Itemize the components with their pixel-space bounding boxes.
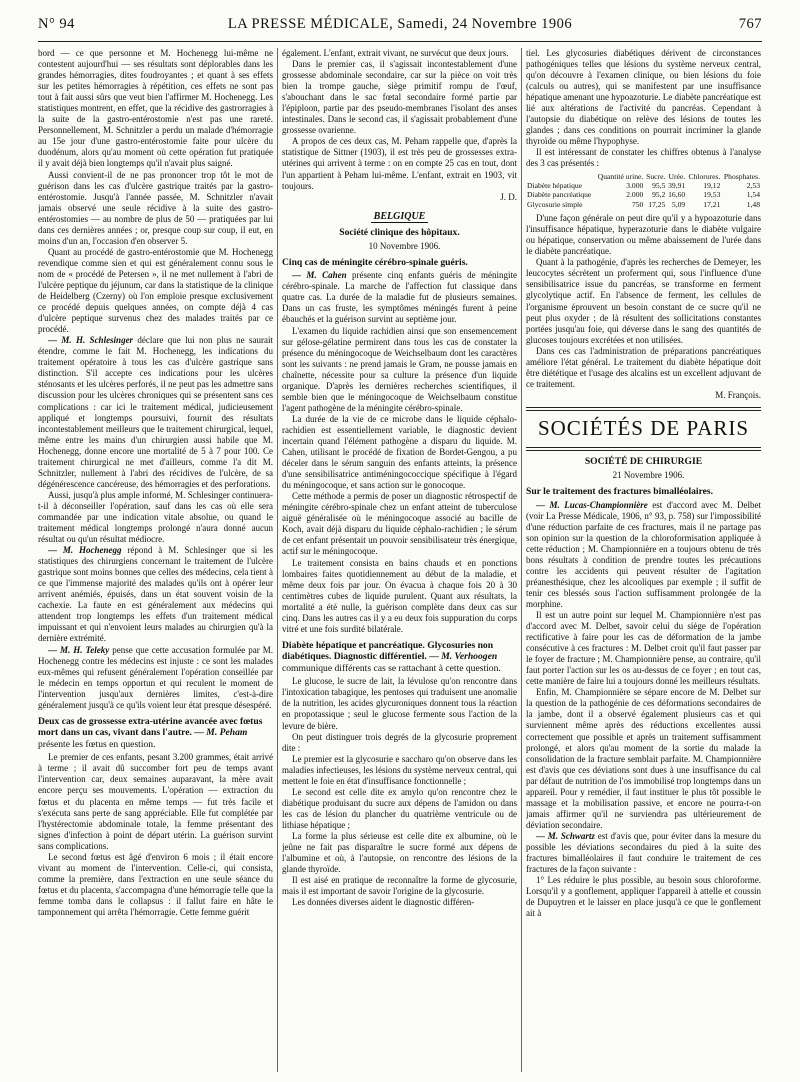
paragraph: — M. Lucas-Championnière est d'accord avec M. Delbet (voir La Presse Médicale, 1906, n° 93, p. 758) sur l'impossibilité d'une réduction parfaite de ces fractures, mais il ne partage pas son opinion sur la question de la chloroformisation appliquée à cette réduction ; M. Championnière en a toujours obtenu de très bons résultats à condition de prendre toutes les précautions contre les accidents qui peuvent résulter de l'agitation préanesthésique, chez les alcooliques par exemple ; il suffit de tenir ces blessés sous l'action suffisamment prolongée de la morphine. (526, 499, 761, 609)
speaker: — M. Peham (194, 727, 248, 739)
society-heading: SOCIÉTÉ DE CHIRURGIE (584, 455, 703, 467)
paragraph: Il est intéressant de constater les chiffres obtenus à l'analyse des 3 cas présentés : (526, 147, 761, 169)
speaker: — M. H. Schlesinger (48, 335, 134, 346)
table-cell: 17,25 (648, 199, 666, 209)
paragraph: L'examen du liquide rachidien ainsi que son ensemencement sur gélose-gélatine permirent dans tous les cas de constater la présence du méningocoque de Weichselbaum dont les caractères sont les suivants : ne prend jamais le Gram, ne pousse jamais en chaînette, nécessite pour sa culture la présence d'un liquide organique. D'après les dernières recherches scientifiques, il semble bien que le méningocoque de Weichselbaum constitue l'agent pathogène de la méningite cérébro-spinale. (282, 325, 517, 413)
table-cell: 750 (631, 199, 644, 209)
speaker: — M. Hochenegg (48, 545, 122, 556)
table-header (526, 172, 595, 181)
column-2 (282, 48, 517, 1072)
paragraph: tiel. Les glycosuries diabétiques dérivent de circonstances pathogéniques telles que lésions du système nerveux central, qu'on découvre à l'examen clinique, ou bien lésions du foie (calculs ou autres), qui se manifestent par une insuffisance hépatique amenant une hypoazoturie. Le diabète pancréatique est lié aux altérations de l'activité du pancréas. Cependant à l'autopsie du diabétique on relève des lésions de toutes les glandes ; dans ces conditions on pourrait incriminer la glande thyroïde ou même l'hypophyse. (526, 48, 761, 147)
double-rule (526, 407, 761, 411)
paragraph: Quant au procédé de gastro-entérostomie que M. Hochenegg revendique comme sien et qui est généralement connu sous le nom de « procédé de Petersen », il ne met nullement à l'abri de l'ulcère peptique du jéjunum, car dans la statistique de la clinique de Heidelberg (Czerny) où l'on emploie presque exclusivement ce procédé depuis quelques années, on compte déjà 4 cas d'ulcère peptique survenus chez des malades traités par ce procédé. (38, 246, 273, 335)
column-separator (277, 48, 278, 1072)
paragraph: Aussi, jusqu'à plus ample informé, M. Schlesinger continuera-t-il à déconseiller l'opération, sauf dans les cas où elle sera commandée par une indication vitale absolue, ou quand le traitement médical longtemps prolongé n'aura donné aucun résultat ou qu'un résultat médiocre. (38, 489, 273, 545)
table-cell: 95,5 (652, 180, 666, 190)
table-cell: 5,09 (671, 199, 686, 209)
page-number: 767 (738, 16, 762, 32)
paragraph: Le glucose, le sucre de lait, la lévulose qu'on rencontre dans l'intoxication tabagique, les pentoses qui traduisent une anomalie de la nutrition, les acides glycuroniques donnent tous la réaction en propotassique ; seul le glucose fermente sous l'action de la levure de bière. (282, 676, 517, 731)
article-heading: Deux cas de grossesse extra-utérine avancée avec fœtus mort dans un cas, vivant dans l'autre. — M. Peham présente les fœtus en question. (38, 715, 263, 750)
country-heading: BELGIQUE (282, 211, 517, 222)
table-cell: 3.000 (626, 180, 644, 190)
paragraph: A propos de ces deux cas, M. Peham rappelle que, d'après la statistique de Sittner (1903), il est très peu de grossesses extra-utérines qui arrivent à terme : on en compte 25 cas en tout, dont l'un appartient à Peham lui-même. L'enfant, extrait en 1903, vit toujours. (282, 136, 517, 191)
paragraph: Le second fœtus est âgé d'environ 6 mois ; il était encore vivant au moment de l'intervention. Celle-ci, qui consista, comme la première, dans l'extraction en une seule séance du fœtus et du placenta, s'accompagna d'une hémorragie telle que la femme tomba dans le collapsus : il fallut faire en hâte le tamponnement qui arrêta l'hémorragie. Cette femme guérit (38, 851, 273, 917)
table-cell: 1,54 (746, 190, 760, 200)
speaker: — M. H. Teleky (48, 644, 110, 655)
paragraph: — M. H. Schlesinger déclare que lui non plus ne saurait étendre, comme le fait M. Hochenegg, les indications du traitement opératoire à tous les cas d'ulcère gastrique sans distinction. S'il accepte ces indications pour les ulcères sténosants et les ulcères perforés, il ne peut pas les admettre sans discussion pour les ulcères chroniques qui se présentent sans ces complications : car ici le traitement médical, judicieusement appliqué et longtemps poursuivi, fournit des résultats incontestablement meilleurs que le traitement chirurgical, lequel, même entre les mains d'un chirurgien aussi habile que M. Hochenegg, donne encore une mortalité de 5 à 7 pour 100. Ce traitement chirurgical ne met d'ailleurs, comme l'a dit M. Schnitzler, nullement à l'abri des récidives de l'ulcère, de sa dégénérescence cancéreuse, des hémorragies et des perforations. (38, 335, 273, 489)
paragraph: Il est un autre point sur lequel M. Championnière n'est pas d'accord avec M. Delbet, savoir celui du siège de l'opération rectificative à faire pour les cas de déformation de la jambe consécutive à ces fractures : M. Delbet croit qu'il faut passer par le foyer de fracture ; M. Championnière pense, au contraire, qu'il faut porter l'action sur les os au-dessus de ce foyer ; en tout cas, cette manière de faire lui a toujours donné les meilleurs résultats. (526, 610, 761, 687)
paragraph: Enfin, M. Championnière se sépare encore de M. Delbet sur la question de la pathogénie de ces déformations secondaires de la jambe, dont il a observé également plusieurs cas et qui surviennent même après des réductions excellentes aussi correctement que possible et après un traitement suffisamment prolongé, et alors qu'au moment de la sortie du malade la consolidation de la fracture semblait parfaite. M. Championnière est d'avis que ces déviations sont dues à une insuffisance du cal par défaut de nutrition de l'os immobilisé trop longtemps dans un appareil. Pour y remédier, il faut instituer le plus tôt possible le massage et la mobilisation passive, et encore ne pourra-t-on jamais affirmer qu'il ne surviendra pas ultérieurement de déviation secondaire. (526, 687, 761, 830)
article-heading: Diabète hépatique et pancréatique. Glycosuries non diabétiques. Diagnostic différentiel. — M. Verhoogen communique différents cas se rattachant à cette question. (282, 639, 501, 674)
paragraph: Dans le premier cas, il s'agissait incontestablement d'une grossesse abdominale secondaire, car sur la pièce on voit très bien la trompe gauche, siège primitif rompu de l'œuf, s'abouchant dans le sac fœtal secondaire formé partie par l'épiploon, partie par des pseudo-membranes l'isolant des anses intestinales. Dans le second cas, il s'agissait probablement d'une grossesse ovarienne. (282, 59, 517, 136)
paragraph: également. L'enfant, extrait vivant, ne survécut que deux jours. (282, 48, 509, 58)
table-cell: 19,53 (703, 190, 721, 200)
table-cell: Glycosurie simple (527, 199, 583, 209)
table-header: Urée. (668, 171, 686, 181)
column-3 (526, 48, 761, 1072)
paragraph: La forme la plus sérieuse est celle dite ex albumine, où le jeûne ne fait pas disparaître le sucre formé aux dépens de l'albumine et où, à l'autopsie, on rencontre des lésions de la glande thyroïde. (282, 831, 517, 875)
column-separator (521, 48, 522, 1072)
table-cell: 2,53 (746, 180, 760, 190)
table-header: Phosphates. (723, 171, 760, 181)
speaker: — M. Cahen (292, 270, 347, 281)
paragraph: — M. Hochenegg répond à M. Schlesinger que si les statistiques des chirurgiens concernant le traitement de l'ulcère gastrique sont moins bonnes que celles des médecins, cela tient à ce que l'immense majorité des malades qu'ils ont à opérer leur arrivent anémiés, épuisés, dans un état souvent voisin de la cachexie. La faute en est généralement aux médecins qui attendent trop longtemps les effets d'un traitement médical impuissant et qui n'envoient leurs malades au chirurgien qu'à la dernière extrémité. (38, 545, 273, 644)
table-row (526, 181, 761, 190)
session-date: 10 Novembre 1906. (368, 240, 441, 251)
article-heading: Sur le traitement des fractures bimalléolaires. (526, 486, 714, 498)
paragraph: Il est aisé en pratique de reconnaître la forme de glycosurie, mais il est important de savoir l'origine de la glycosurie. (282, 875, 517, 897)
session-date: 21 Novembre 1906. (612, 469, 685, 480)
table-cell: 16,60 (668, 190, 686, 200)
paragraph: Dans ces cas l'administration de préparations pancréatiques améliore l'état général. Le traitement du diabète hépatique doit être diététique et l'usage des alcalins est un excellent adjuvant de ce traitement. (526, 345, 761, 389)
journal-title: LA PRESSE MÉDICALE, Samedi, 24 Novembre 1906 (227, 16, 573, 32)
column-1 (38, 48, 273, 1072)
table-row (526, 190, 761, 199)
table-cell: 1,48 (746, 199, 760, 209)
table-header: Sucre. (646, 171, 666, 181)
speaker: — M. Schwartz (536, 830, 595, 841)
paragraph: Cette méthode a permis de poser un diagnostic rétrospectif de méningite cérébro-spinale chez un enfant atteint de tuberculose aiguë généralisée où le méningocoque associé au bacille de Koch, avait déjà disparu du liquide céphalo-rachidien ; le sérum de cet enfant présentait un pouvoir sensibilisateur très énergique, actif sur le méningocoque. (282, 491, 517, 557)
table-cell: Diabète pancréatique (527, 190, 592, 200)
paragraph: Les données diverses aident le diagnostic différen- (292, 897, 475, 908)
table-row (526, 200, 761, 209)
issue-number: N° 94 (38, 16, 75, 32)
table-header: Quantité urine. (597, 171, 644, 181)
running-header (38, 16, 762, 40)
table-header-row (526, 172, 761, 181)
speaker: — M. Lucas-Championnière (536, 499, 648, 510)
paragraph: — M. Cahen présente cinq enfants guéris de méningite cérébro-spinale. La marche de l'affection fut classique dans quatre cas. La durée de la maladie fut de plusieurs semaines. Dans un cas fruste, les symptômes méningés furent à peine ébauchés et la guérison survint au septième jour. (282, 270, 517, 325)
paragraph: 1° Les réduire le plus possible, au besoin sous chloroforme. Lorsqu'il y a gonflement, appliquer l'appareil à attelle et coussin de Dupuytren et le laisser en place jusqu'à ce que le gonflement ait à (526, 875, 761, 919)
paragraph: Le premier de ces enfants, pesant 3.200 grammes, était arrivé à terme ; il avait dû succomber fort peu de temps avant l'intervention car, deux semaines auparavant, la mère avait encore perçu ses mouvements. L'opération — extraction du fœtus et du placenta en même temps — fut très facile et s'exécuta sans perte de sang appréciable. Elle fut complétée par l'hystérectomie abdominale totale, la femme présentant des signes d'infection à point de départ utérin. La guérison survint sans complications. (38, 752, 273, 851)
table-cell: 2.000 (626, 190, 644, 200)
paragraph: Quant à la pathogénie, d'après les recherches de Demeyer, les leucocytes sécrètent un proferment qui, sous l'influence d'une sensibilisatrice issue du pancréas, se transforme en ferment glycolytique actif. En l'absence de ferment, les cellules de l'organisme éprouvent un besoin constant de ce sucre qu'il ne peut plus oxyder ; de là résultent des sollicitations constantes portées jusqu'au foie, qui déverse dans le sang des quantités de glucoses toujours excrétées et non utilisées. (526, 257, 761, 345)
paragraph: Le premier est la glycosurie e saccharo qu'on observe dans les maladies infectieuses, les lésions du système nerveux central, qui mettent le foie en état d'insuffisance fonctionnelle ; (282, 753, 517, 786)
paragraph: — M. Schwartz est d'avis que, pour éviter dans la mesure du possible les déviations secondaires du pied à la suite des fractures bimalléolaires il faut conduire le traitement de ces fractures de la façon suivante : (526, 830, 761, 875)
speaker: — M. Verhoogen (429, 651, 498, 663)
header-rule (38, 41, 762, 42)
paragraph: D'une façon générale on peut dire qu'il y a hypoazoturie dans l'insuffisance hépatique, hyperazoturie dans le diabète vulgaire ou hépatique, conservation ou même abaissement de l'urée dans le diabète pancréatique. (526, 213, 761, 257)
paragraph: On peut distinguer trois degrés de la glycosurie proprement dite : (282, 731, 517, 753)
society-heading: Société clinique des hôpitaux. (339, 226, 460, 238)
paragraph: Le traitement consista en bains chauds et en ponctions lombaires faites quotidiennement au début de la maladie, et même deux fois par jour. On évacua à chaque fois 20 à 30 centimètres cubes de liquide purulent. Quant aux résultats, la mortalité a été nulle, la guérison complète dans deux cas sur cinq. Dans les autres cas il y a eu deux fois suppuration du corps vitré et une fois surdité bilatérale. (282, 557, 517, 634)
table-header: Chlorures. (688, 171, 721, 181)
article-heading: Cinq cas de méningite cérébro-spinale guéris. (282, 256, 468, 268)
section-heading: SOCIÉTÉS DE PARIS (537, 415, 750, 440)
paragraph: bord — ce que personne et M. Hochenegg lui-même ne contestent aujourd'hui — ses résultats sont déplorables dans les grandes hémorragies, dites foudroyantes ; et quant à ses effets sur les petites hémorragies à répétition, ces effets ne sont pas tout à fait aussi sûrs que veut bien l'affirmer M. Hochenegg. Les statistiques montrent, en effet, que la récidive des gastrorragies à la suite de la gastro-entérostomie n'est pas une rareté. Personnellement, M. Schnitzler a perdu un malade d'hémorragie au 15e jour d'une gastro-entérostomie faite pour ulcère du duodénum, alors qu'au moment où cette opération fut pratiquée il y avait déjà bien longtemps qu'il n'avait plus saigné. (38, 48, 273, 169)
table-cell: Diabète hépatique (527, 180, 583, 190)
signature: J. D. (500, 191, 517, 202)
table-cell: 95,2 (652, 190, 666, 200)
table-cell: 19,12 (703, 180, 721, 190)
paragraph: Aussi convient-il de ne pas prononcer trop tôt le mot de guérison dans les cas d'ulcère gastrique traités par la gastro-entérostomie. Jusqu'à l'année passée, M. Schnitzler n'avait jamais observé une seule récidive à la suite des gastro-entérostomies — au nombre de plus de 50 — pratiquées par lui dans ces dernières années ; or, presque coup sur coup, il eut, en moins d'un an, l'occasion d'en observer 5. (38, 169, 273, 246)
analysis-table (526, 172, 761, 210)
table-cell: 39,91 (668, 180, 686, 190)
paragraph: — M. H. Teleky pense que cette accusation formulée par M. Hochenegg contre les médecins est injuste : ce sont les malades eux-mêmes qui refusent généralement l'opération conseillée par le médecin en temps opportun et qui reculent le moment de l'intervention jusqu'aux dernières limites, c'est-à-dire généralement jusqu'à ce qu'ils voient leur état presque désespéré. (38, 644, 273, 710)
table-cell: 17,21 (703, 199, 721, 209)
double-rule (526, 447, 761, 451)
signature: M. François. (715, 389, 761, 400)
paragraph: La durée de la vie de ce microbe dans le liquide céphalo-rachidien est essentiellement variable, le diagnostic devient incertain quand l'élément pathogène a disparu du liquide. M. Cahen, utilisant le procédé de fixation de Bordet-Gengou, a pu déceler dans le sérum sanguin des enfants atteints, la présence d'une sensibilisatrice antiméningococcique spécifique à l'égard du méningocoque, et sans action sur le gonocoque. (282, 413, 517, 491)
paragraph: Le second est celle dite ex amylo qu'on rencontre chez le diabétique produisant du sucre aux dépens de l'amidon ou dans les cas de lésion du plancher du quatrième ventricule ou de lithiase hépatique ; (282, 786, 517, 830)
